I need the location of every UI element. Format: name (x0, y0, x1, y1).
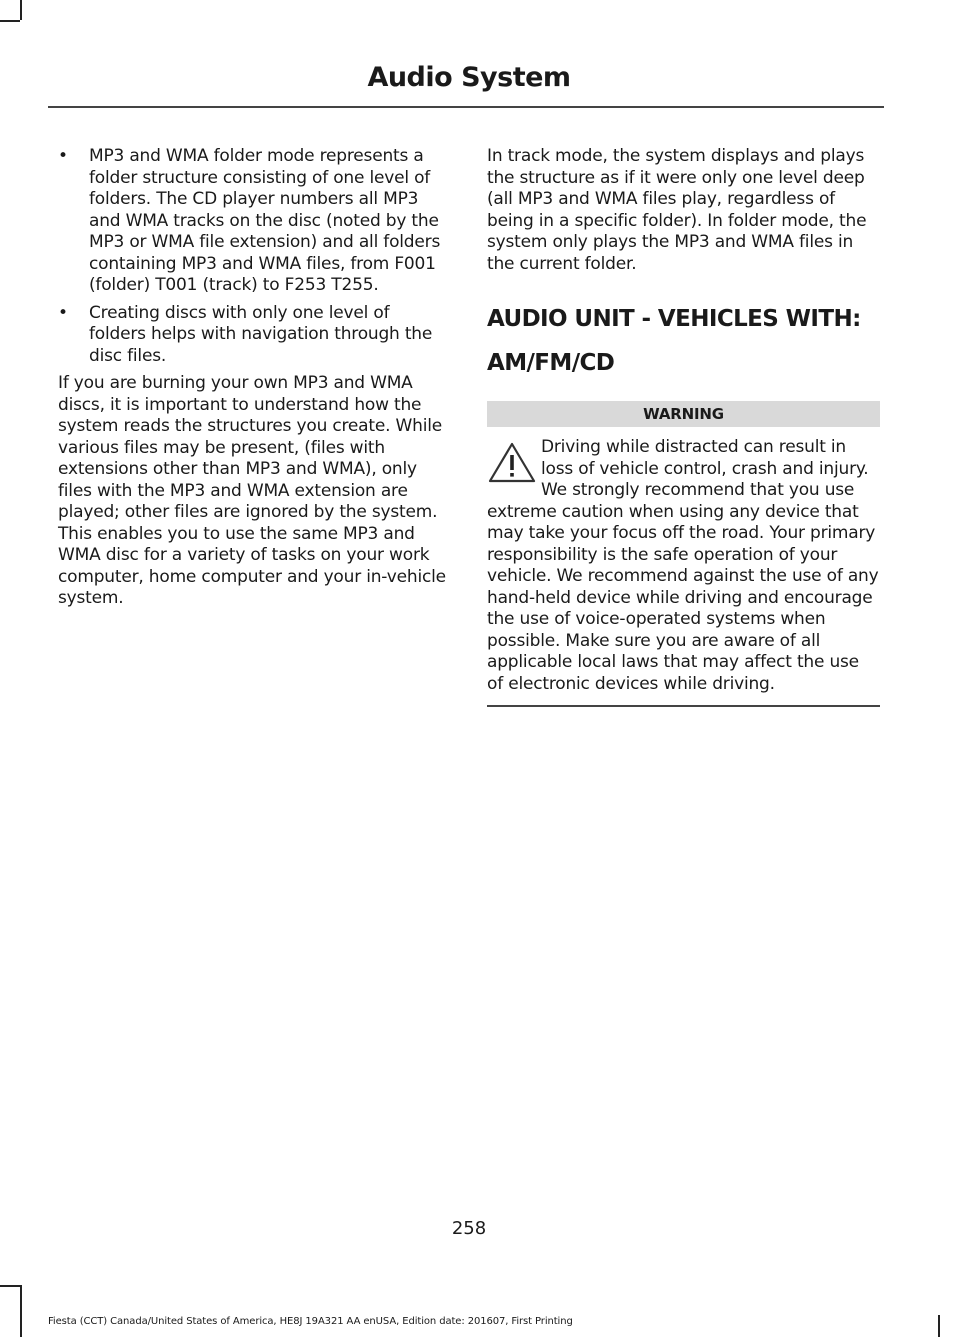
bullet-icon: • (58, 302, 68, 323)
body-paragraph: If you are burning your own MP3 and WMA discs, it is important to understand how the system reads the structures you create. While various files may be present, (files with extensions other than MP3 and WMA), only files with the MP3 and WMA extension are played; other files are ignored by the system. This enables you to use the same MP3 and WMA disc for a variety of tasks on your work computer, home computer and your in-vehicle system. (58, 373, 446, 608)
list-item (58, 303, 450, 368)
crop-mark (20, 1285, 22, 1337)
section-heading-line: AUDIO UNIT - VEHICLES WITH: (487, 306, 861, 332)
crop-mark (0, 20, 20, 22)
list-item-text: Creating discs with only one level of folders helps with navigation through the disc files. (89, 302, 433, 366)
footer: Fiesta (CCT) Canada/United States of America, HE8J 19A321 AA enUSA, Edition date: 201607, First Printing (48, 1316, 573, 1327)
bullet-icon: • (58, 146, 68, 166)
list-item-text: MP3 and WMA folder mode represents a folder structure consisting of one level of folders. The CD player numbers all MP3 and WMA tracks on the disc (noted by the MP3 or WMA file extension) and all folders containing MP3 and WMA files, from F001 (folder) T001 (track) to F253 T255. (89, 146, 441, 295)
warning-divider (487, 705, 880, 707)
crop-mark (938, 1315, 940, 1337)
section-heading (487, 303, 880, 379)
crop-mark (20, 0, 22, 20)
warning-triangle-icon (487, 441, 537, 485)
body-paragraph: In track mode, the system displays and plays the structure as if it were only one level deep (all MP3 and WMA files play, regardless of being in a specific folder). In folder mode, the system only plays the MP3 and WMA files in the current folder. (487, 146, 867, 274)
page-number: 258 (451, 1218, 487, 1239)
left-column (58, 146, 450, 616)
warning-box (487, 437, 880, 707)
crop-mark (0, 1285, 20, 1287)
bullet-list (58, 146, 450, 367)
warning-label: WARNING (487, 401, 880, 427)
list-item (58, 146, 450, 297)
page-title: Audio System (367, 62, 571, 93)
right-column (487, 146, 880, 707)
header-divider (48, 106, 884, 108)
warning-text: Driving while distracted can result in loss of vehicle control, crash and injury. We strongly recommend that you use extreme caution when using any device that may take your focus off the road. Your primary responsibility is the safe operation of your vehicle. We recommend against the use of any hand-held device while driving and encourage the use of voice-operated systems when possible. Make sure you are aware of all applicable local laws that may affect the use of electronic devices while driving. (487, 437, 879, 694)
section-heading-line: AM/FM/CD (487, 350, 615, 376)
